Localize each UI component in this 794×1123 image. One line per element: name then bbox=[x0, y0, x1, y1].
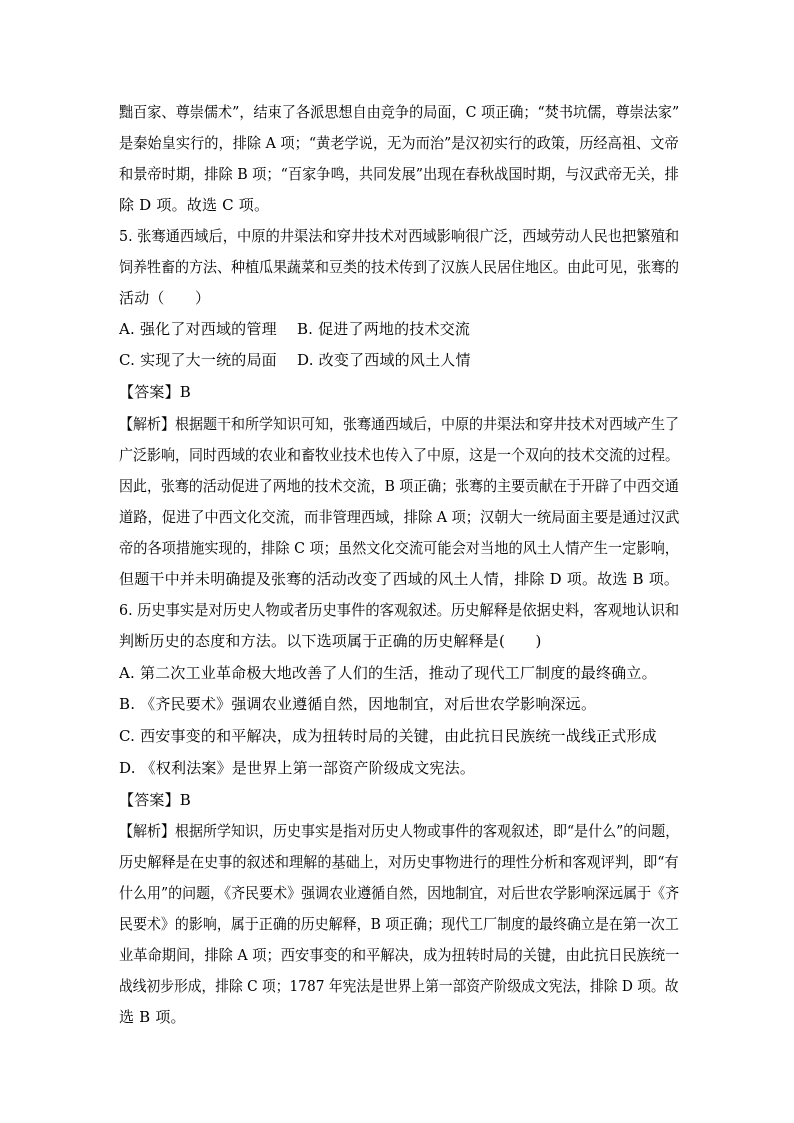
question-5-stem: 活动（ ） bbox=[119, 289, 211, 307]
text-line: 除 D 项。故选 C 项。 bbox=[119, 196, 270, 214]
question-5-stem: 5. 张骞通西域后，中原的井渠法和穿井技术对西域影响很广泛，西域劳动人民也把繁殖和 bbox=[119, 227, 680, 245]
answer-label: 【答案】B bbox=[119, 791, 192, 809]
analysis-text: 选 B 项。 bbox=[119, 1008, 186, 1026]
analysis-text: 战线初步形成，排除 C 项；1787 年宪法是世界上第一部资产阶级成文宪法，排除 D 项。故 bbox=[119, 977, 679, 995]
question-6-option-c: C. 西安事变的和平解决，成为扭转时局的关键，由此抗日民族统一战线正式形成 bbox=[119, 727, 657, 745]
analysis-text: 道路，促进了中西文化交流，而非管理西域，排除 A 项；汉朝大一统局面主要是通过汉武 bbox=[119, 508, 680, 526]
question-5-options: A. 强化了对西域的管理 B. 促进了两地的技术交流 bbox=[119, 320, 471, 338]
analysis-text: 历史解释是在史事的叙述和理解的基础上，对历史事物进行的理性分析和客观评判，即“有 bbox=[119, 853, 679, 871]
analysis-text: 因此，张骞的活动促进了两地的技术交流，B 项正确；张骞的主要贡献在于开辟了中西交通 bbox=[119, 477, 679, 495]
analysis-text: 广泛影响，同时西域的农业和畜牧业技术也传入了中原，这是一个双向的技术交流的过程。 bbox=[119, 446, 679, 464]
analysis-text: 民要术》的影响，属于正确的历史解释，B 项正确；现代工厂制度的最终确立是在第一次工 bbox=[119, 915, 679, 933]
analysis-text: 【解析】根据题干和所学知识可知，张骞通西域后，中原的井渠法和穿井技术对西域产生了 bbox=[119, 415, 679, 433]
question-6-stem: 6. 历史事实是对历史人物或者历史事件的客观叙述。历史解释是依据史料，客观地认识和 bbox=[119, 601, 680, 619]
analysis-text: 但题干中并未明确提及张骞的活动改变了西域的风土人情，排除 D 项。故选 B 项。 bbox=[119, 570, 680, 588]
text-line: 和景帝时期，排除 B 项；“百家争鸣，共同发展”出现在春秋战国时期，与汉武帝无关，排 bbox=[119, 165, 679, 183]
question-6-stem: 判断历史的态度和方法。以下选项属于正确的历史解释是( ) bbox=[119, 632, 542, 650]
answer-label: 【答案】B bbox=[119, 383, 192, 401]
question-6-option-a: A. 第二次工业革命极大地改善了人们的生活，推动了现代工厂制度的最终确立。 bbox=[119, 664, 657, 682]
analysis-text: 什么用”的问题，《齐民要术》强调农业遵循自然，因地制宜，对后世农学影响深远属于《齐 bbox=[119, 884, 680, 902]
question-5-stem: 饲养牲畜的方法、种植瓜果蔬菜和豆类的技术传到了汉族人民居住地区。由此可见，张骞的 bbox=[119, 258, 679, 276]
text-line: 黜百家、尊崇儒术”，结束了各派思想自由竞争的局面，C 项正确；“焚书坑儒，尊崇法家” bbox=[119, 103, 680, 121]
question-5-options: C. 实现了大一统的局面 D. 改变了西域的风土人情 bbox=[119, 351, 471, 369]
analysis-text: 业革命期间，排除 A 项；西安事变的和平解决，成为扭转时局的关键，由此抗日民族统一 bbox=[119, 946, 680, 964]
analysis-text: 帝的各项措施实现的，排除 C 项；虽然文化交流可能会对当地的风土人情产生一定影响， bbox=[119, 539, 680, 557]
question-6-option-d: D. 《权利法案》是世界上第一部资产阶级成文宪法。 bbox=[119, 759, 476, 777]
analysis-text: 【解析】根据所学知识，历史事实是指对历史人物或事件的客观叙述，即“是什么”的问题， bbox=[119, 822, 680, 840]
question-6-option-b: B. 《齐民要术》强调农业遵循自然，因地制宜，对后世农学影响深远。 bbox=[119, 695, 597, 713]
text-line: 是秦始皇实行的，排除 A 项；“黄老学说，无为而治”是汉初实行的政策，历经高祖、文帝 bbox=[119, 134, 679, 152]
